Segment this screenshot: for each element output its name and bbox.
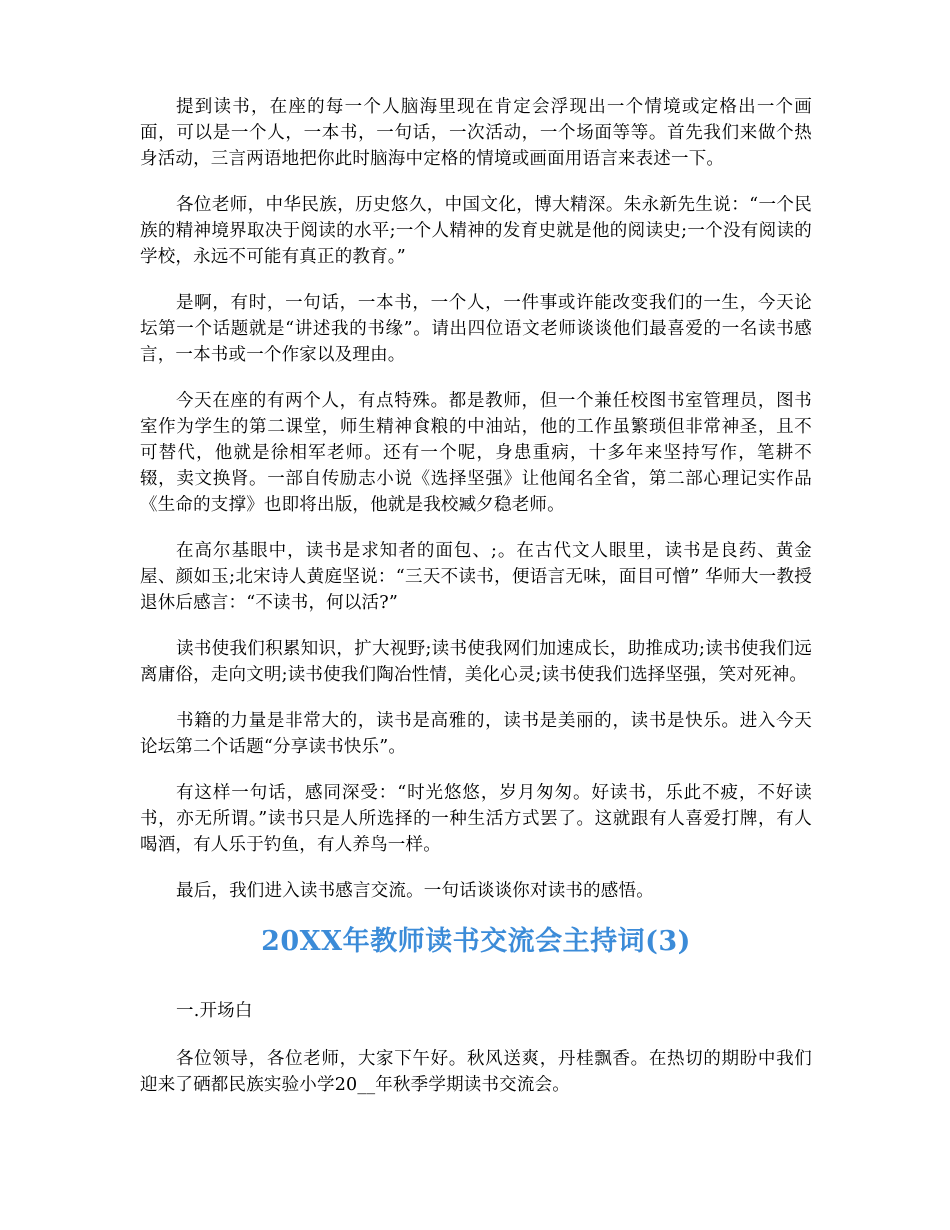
document-page bbox=[140, 94, 812, 1118]
paragraph-3: 是啊，有时，一句话，一本书，一个人，一件事或许能改变我们的一生，今天论坛第一个话题就是“讲述我的书缘”。请出四位语文老师谈谈他们最喜爱的一名读书感言，一本书或一个作家以及理由。 bbox=[140, 293, 812, 365]
paragraph-9: 最后，我们进入读书感言交流。一句话谈谈你对读书的感悟。 bbox=[176, 881, 654, 901]
paragraph-4: 今天在座的有两个人，有点特殊。都是教师，但一个兼任校图书室管理员，图书室作为学生的第二课堂，师生精神食粮的中油站，他的工作虽繁琐但非常神圣，且不可替代，他就是徐相军老师。还有一个呢，身患重病，十多年来坚持写作，笔耕不辍，卖文换肾。一部自传励志小说《选择坚强》让他闻名全省，第二部心理记实作品《生命的支撑》也即将出版，他就是我校臧夕稳老师。 bbox=[140, 391, 812, 515]
paragraph-8: 有这样一句话，感同深受：“时光悠悠，岁月匆匆。好读书，乐此不疲，不好读书，亦无所谓。”读书只是人所选择的一种生活方式罢了。这就跟有人喜爱打牌，有人喝酒，有人乐于钓鱼，有人养鸟一样。 bbox=[140, 783, 812, 855]
section-label: 一.开场白 bbox=[176, 1001, 253, 1021]
paragraph-2: 各位老师，中华民族，历史悠久，中国文化，博大精深。朱永新先生说：“一个民族的精神境界取决于阅读的水平;一个人精神的发育史就是他的阅读史;一个没有阅读的学校，永远不可能有真正的教育。” bbox=[140, 195, 812, 267]
paragraph-6: 读书使我们积累知识，扩大视野;读书使我网们加速成长，助推成功;读书使我们远离庸俗，走向文明;读书使我们陶冶性情，美化心灵;读书使我们选择坚强，笑对死神。 bbox=[140, 639, 812, 685]
paragraph-7: 书籍的力量是非常大的，读书是高雅的，读书是美丽的，读书是快乐。进入今天论坛第二个话题“分享读书快乐”。 bbox=[140, 711, 812, 757]
paragraph-1: 提到读书，在座的每一个人脑海里现在肯定会浮现出一个情境或定格出一个画面，可以是一个人，一本书，一句话，一次活动，一个场面等等。首先我们来做个热身活动，三言两语地把你此时脑海中定格的情境或画面用语言来表述一下。 bbox=[140, 97, 812, 169]
section-heading: 20XX年教师读书交流会主持词(3) bbox=[261, 926, 691, 957]
paragraph-5: 在高尔基眼中，读书是求知者的面包、;。在古代文人眼里，读书是良药、黄金屋、颜如玉;北宋诗人黄庭坚说：“三天不读书，便语言无味，面目可憎” 华师大一教授退休后感言：“不读书，何以活?” bbox=[140, 541, 812, 613]
paragraph-10: 各位领导，各位老师，大家下午好。秋风送爽，丹桂飘香。在热切的期盼中我们迎来了硒都民族实验小学20__年秋季学期读书交流会。 bbox=[140, 1049, 812, 1095]
